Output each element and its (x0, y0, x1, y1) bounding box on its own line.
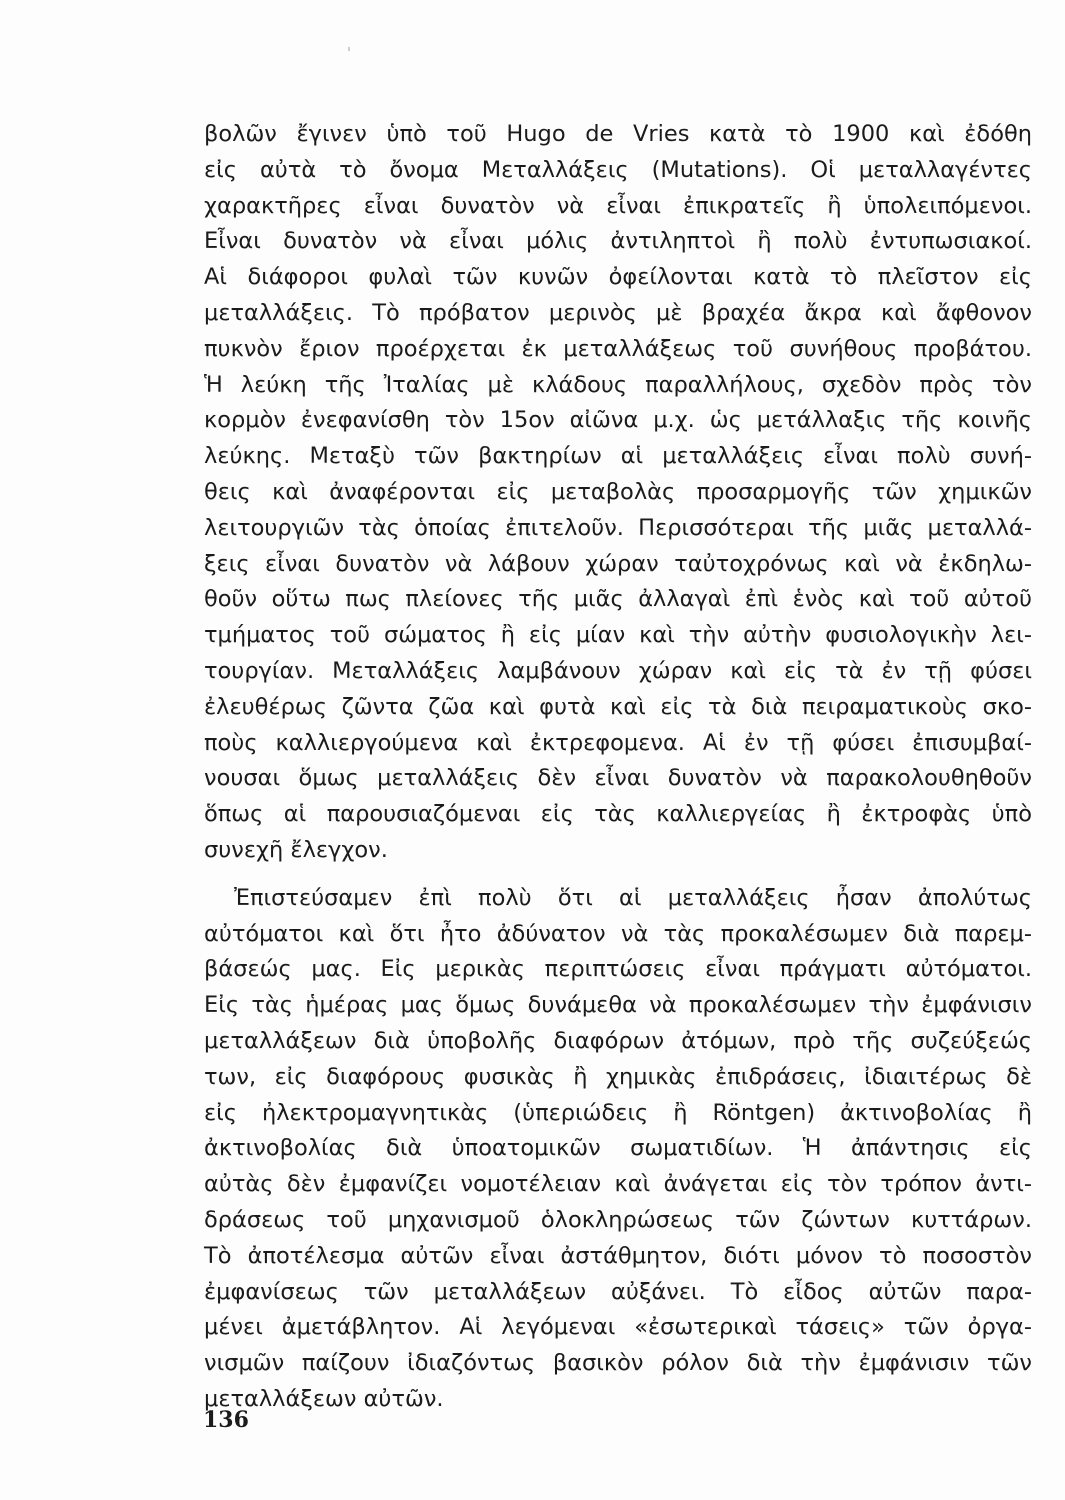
text-line: ὅπως αἱ παρουσιαζόμεναι εἰς τὰς καλλιεργείας ἢ ἐκτροφὰς ὑπὸ (204, 801, 1032, 828)
text-line: νουσαι ὅμως μεταλλάξεις δὲν εἶναι δυνατὸν νὰ παρακολουθηθοῦν (204, 765, 1032, 792)
text-line: ἐμφανίσεως τῶν μεταλλάξεων αὐξάνει. Τὸ εἶδος αὐτῶν παρα- (204, 1278, 1032, 1305)
text-line: βάσεώς μας. Εἰς μερικὰς περιπτώσεις εἶναι πράγματι αὐτόματοι. (204, 956, 1032, 983)
paragraph-1 (204, 117, 1032, 869)
text-line: εἰς αὐτὰ τὸ ὄνομα Μεταλλάξεις (Mutations). Οἱ μεταλλαγέντες (204, 156, 1032, 183)
text-line: βολῶν ἔγινεν ὑπὸ τοῦ Hugo de Vries κατὰ τὸ 1900 καὶ ἐδόθη (204, 121, 1032, 147)
scan-speck (348, 47, 350, 51)
text-line: ἀκτινοβολίας διὰ ὑποατομικῶν σωματιδίων. Ἡ ἀπάντησις εἰς (204, 1135, 1032, 1162)
text-line: λειτουργιῶν τὰς ὁποίας ἐπιτελοῦν. Περισσότεραι τῆς μιᾶς μεταλλά- (204, 514, 1032, 541)
text-line: τμήματος τοῦ σώματος ἢ εἰς μίαν καὶ τὴν αὐτὴν φυσιολογικὴν λει- (204, 622, 1032, 649)
text-line: ποὺς καλλιεργούμενα καὶ ἐκτρεφομενα. Αἱ ἐν τῇ φύσει ἐπισυμβαί- (204, 729, 1032, 756)
text-line: πυκνὸν ἔριον προέρχεται ἐκ μεταλλάξεως τοῦ συνήθους προβάτου. (204, 335, 1032, 362)
page-number: 136 (203, 1407, 249, 1433)
text-line: Αἱ διάφοροι φυλαὶ τῶν κυνῶν ὀφείλονται κατὰ τὸ πλεῖστον εἰς (204, 264, 1032, 291)
text-line: συνεχῆ ἔλεγχον. (204, 836, 388, 863)
text-line: νισμῶν παίζουν ἰδιαζόντως βασικὸν ρόλον διὰ τὴν ἐμφάνισιν τῶν (204, 1350, 1032, 1377)
paragraph-2 (204, 881, 1032, 1418)
text-line: θοῦν οὕτω πως πλείονες τῆς μιᾶς ἀλλαγαὶ ἐπὶ ἑνὸς καὶ τοῦ αὐτοῦ (204, 586, 1032, 613)
text-line: τουργίαν. Μεταλλάξεις λαμβάνουν χώραν καὶ εἰς τὰ ἐν τῇ φύσει (204, 657, 1032, 684)
text-line: θεις καὶ ἀναφέρονται εἰς μεταβολὰς προσαρμογῆς τῶν χημικῶν (204, 478, 1032, 505)
text-line: κορμὸν ἐνεφανίσθη τὸν 15ον αἰῶνα μ.χ. ὡς μετάλλαξις τῆς κοινῆς (204, 407, 1032, 434)
text-line: ἐλευθέρως ζῶντα ζῶα καὶ φυτὰ καὶ εἰς τὰ διὰ πειραματικοὺς σκο- (204, 693, 1032, 720)
text-line: Τὸ ἀποτέλεσμα αὐτῶν εἶναι ἀστάθμητον, διότι μόνον τὸ ποσοστὸν (204, 1242, 1032, 1269)
text-line: ξεις εἶναι δυνατὸν νὰ λάβουν χώραν ταὐτοχρόνως καὶ νὰ ἐκδηλω- (204, 550, 1032, 577)
text-line: Εἰς τὰς ἡμέρας μας ὅμως δυνάμεθα νὰ προκαλέσωμεν τὴν ἐμφάνισιν (204, 992, 1032, 1019)
text-line: δράσεως τοῦ μηχανισμοῦ ὁλοκληρώσεως τῶν ζώντων κυττάρων. (204, 1206, 1032, 1233)
text-line: Εἶναι δυνατὸν νὰ εἶναι μόλις ἀντιληπτοὶ ἢ πολὺ ἐντυπωσιακοί. (204, 228, 1032, 255)
text-line: Ἐπιστεύσαμεν ἐπὶ πολὺ ὅτι αἱ μεταλλάξεις ἦσαν ἀπολύτως (234, 884, 1032, 911)
text-line: μένει ἀμετάβλητον. Αἱ λεγόμεναι «ἐσωτερικαὶ τάσεις» τῶν ὀργα- (204, 1314, 1032, 1341)
body-text (204, 117, 1032, 1418)
text-line: εἰς ἠλεκτρομαγνητικὰς (ὑπεριώδεις ἢ Röntgen) ἀκτινοβολίας ἢ (204, 1099, 1032, 1126)
text-line: μεταλλάξεων αὐτῶν. (204, 1385, 444, 1412)
text-line: μεταλλάξεων διὰ ὑποβολῆς διαφόρων ἀτόμων, πρὸ τῆς συζεύξεώς (204, 1027, 1032, 1054)
text-line: χαρακτῆρες εἶναι δυνατὸν νὰ εἶναι ἐπικρατεῖς ἢ ὑπολειπόμενοι. (204, 192, 1032, 219)
text-line: αὐτὰς δὲν ἐμφανίζει νομοτέλειαν καὶ ἀνάγεται εἰς τὸν τρόπον ἀντι- (204, 1171, 1032, 1198)
text-line: λεύκης. Μεταξὺ τῶν βακτηρίων αἱ μεταλλάξεις εἶναι πολὺ συνή- (204, 443, 1032, 470)
text-line: αὐτόματοι καὶ ὅτι ἦτο ἀδύνατον νὰ τὰς προκαλέσωμεν διὰ παρεμ- (204, 920, 1032, 947)
text-line: Ἡ λεύκη τῆς Ἰταλίας μὲ κλάδους παραλλήλους, σχεδὸν πρὸς τὸν (204, 371, 1032, 398)
text-line: των, εἰς διαφόρους φυσικὰς ἢ χημικὰς ἐπιδράσεις, ἰδιαιτέρως δὲ (204, 1063, 1032, 1090)
text-line: μεταλλάξεις. Τὸ πρόβατον μερινὸς μὲ βραχέα ἄκρα καὶ ἄφθονον (204, 299, 1032, 326)
